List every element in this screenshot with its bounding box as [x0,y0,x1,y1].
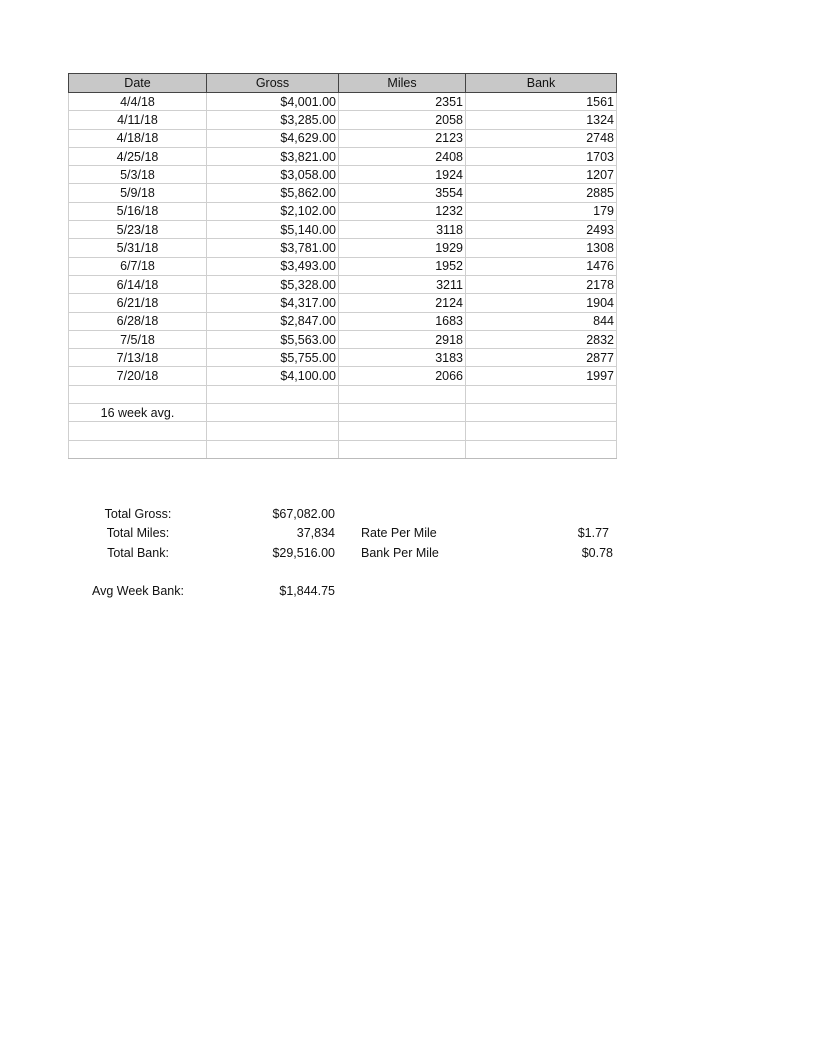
bank-cell: 1308 [466,239,617,257]
gross-cell: $4,001.00 [207,93,339,111]
header-date: Date [69,74,207,93]
date-cell: 5/31/18 [69,239,207,257]
bank-cell [466,422,617,440]
date-cell: 7/5/18 [69,330,207,348]
header-miles: Miles [339,74,466,93]
gross-cell: $3,058.00 [207,166,339,184]
date-cell: 4/18/18 [69,129,207,147]
header-bank: Bank [466,74,617,93]
date-cell: 6/7/18 [69,257,207,275]
total-miles-value: 37,834 [296,526,335,540]
miles-cell: 3183 [339,349,466,367]
table-row [69,294,617,312]
bank-cell: 2885 [466,184,617,202]
date-cell: 6/28/18 [69,312,207,330]
date-cell: 5/9/18 [69,184,207,202]
bank-cell: 2748 [466,129,617,147]
date-cell: 5/3/18 [69,166,207,184]
table-row [69,129,617,147]
date-cell: 4/25/18 [69,147,207,165]
bank-cell: 1904 [466,294,617,312]
gross-cell [207,422,339,440]
miles-cell: 1683 [339,312,466,330]
miles-cell: 1952 [339,257,466,275]
miles-cell: 1232 [339,202,466,220]
table-row [69,93,617,111]
table-row [69,221,617,239]
date-cell: 6/14/18 [69,275,207,293]
miles-cell [339,404,466,422]
miles-cell: 1929 [339,239,466,257]
date-cell: 16 week avg. [69,404,207,422]
bank-per-mile-value: $0.78 [581,546,613,560]
table-row [69,184,617,202]
table-row [69,202,617,220]
bank-cell: 2178 [466,275,617,293]
bank-cell: 2877 [466,349,617,367]
table-row [69,275,617,293]
date-cell [69,385,207,403]
bank-cell: 1561 [466,93,617,111]
header-gross: Gross [207,74,339,93]
gross-cell: $3,821.00 [207,147,339,165]
table-row [69,349,617,367]
table-row [69,404,617,422]
gross-cell: $2,102.00 [207,202,339,220]
date-cell: 5/23/18 [69,221,207,239]
total-bank-label: Total Bank: [107,546,169,560]
gross-cell [207,385,339,403]
miles-cell [339,422,466,440]
bank-cell: 2832 [466,330,617,348]
table-row [69,330,617,348]
miles-cell: 3211 [339,275,466,293]
table-row [69,166,617,184]
gross-cell: $4,317.00 [207,294,339,312]
bank-per-mile-label: Bank Per Mile [361,546,439,560]
rate-per-mile-value: $1.77 [577,526,609,540]
date-cell: 6/21/18 [69,294,207,312]
gross-cell: $5,140.00 [207,221,339,239]
bank-cell [466,404,617,422]
header-row [69,74,617,93]
rate-per-mile-label: Rate Per Mile [361,526,437,540]
bank-cell: 844 [466,312,617,330]
miles-cell: 2918 [339,330,466,348]
date-cell: 7/13/18 [69,349,207,367]
gross-cell: $4,100.00 [207,367,339,385]
table-row [69,422,617,440]
miles-cell: 1924 [339,166,466,184]
date-cell: 4/4/18 [69,93,207,111]
bank-cell: 179 [466,202,617,220]
gross-cell: $3,493.00 [207,257,339,275]
bank-cell [466,385,617,403]
bank-cell: 1703 [466,147,617,165]
gross-cell [207,440,339,458]
gross-cell: $5,328.00 [207,275,339,293]
total-gross-value: $67,082.00 [272,507,335,521]
date-cell [69,422,207,440]
bank-cell: 1997 [466,367,617,385]
gross-cell: $5,563.00 [207,330,339,348]
gross-cell: $3,285.00 [207,111,339,129]
bank-cell: 1476 [466,257,617,275]
date-cell: 5/16/18 [69,202,207,220]
miles-cell [339,440,466,458]
gross-cell: $3,781.00 [207,239,339,257]
gross-cell: $5,755.00 [207,349,339,367]
miles-cell: 2408 [339,147,466,165]
avg-week-bank-value: $1,844.75 [279,584,335,598]
table-row [69,111,617,129]
miles-cell: 2351 [339,93,466,111]
miles-cell [339,385,466,403]
miles-cell: 2066 [339,367,466,385]
miles-cell: 2123 [339,129,466,147]
total-gross-label: Total Gross: [104,507,172,521]
total-bank-value: $29,516.00 [272,546,335,560]
table-row [69,147,617,165]
table-row [69,385,617,403]
table-row [69,440,617,458]
gross-cell: $4,629.00 [207,129,339,147]
bank-cell: 2493 [466,221,617,239]
gross-cell: $2,847.00 [207,312,339,330]
miles-cell: 3554 [339,184,466,202]
table-row [69,239,617,257]
avg-week-bank-label: Avg Week Bank: [92,584,184,598]
miles-cell: 3118 [339,221,466,239]
miles-cell: 2058 [339,111,466,129]
gross-cell: $5,862.00 [207,184,339,202]
table-row [69,312,617,330]
weekly-earnings-table [68,73,617,459]
date-cell: 7/20/18 [69,367,207,385]
bank-cell [466,440,617,458]
date-cell [69,440,207,458]
miles-cell: 2124 [339,294,466,312]
total-miles-label: Total Miles: [106,526,170,540]
gross-cell [207,404,339,422]
date-cell: 4/11/18 [69,111,207,129]
table-row [69,367,617,385]
bank-cell: 1324 [466,111,617,129]
bank-cell: 1207 [466,166,617,184]
table-row [69,257,617,275]
